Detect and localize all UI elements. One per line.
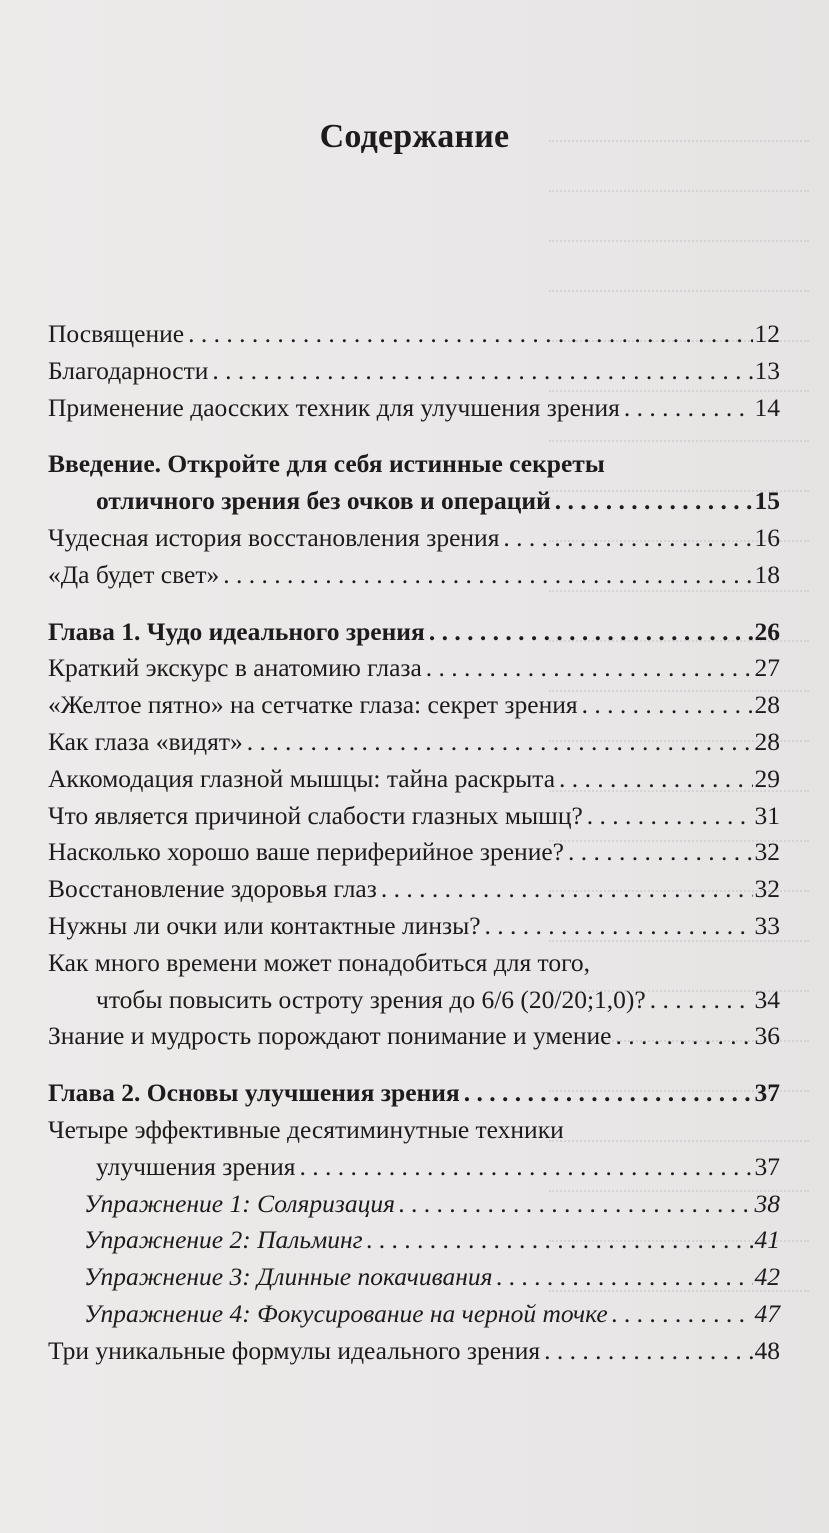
dot-leader [429,614,753,651]
toc-page-number: 36 [754,1021,780,1051]
dot-leader [299,1149,752,1186]
toc-entry-title: Аккомодация глазной мышцы: тайна раскрыта [48,763,556,793]
toc-entry-restoration-story[interactable] [48,520,780,557]
toc-entry-title: «Желтое пятно» на сетчатке глаза: секрет зрения [48,690,578,720]
toc-entry-three-formulas[interactable] [48,1333,780,1370]
toc-entry-knowledge-wisdom[interactable] [48,1018,780,1055]
toc-entry-title: «Да будет свет» [48,559,220,589]
toc-entry-yellow-spot[interactable] [48,687,780,724]
toc-page-number: 27 [754,653,780,683]
toc-page-number: 38 [754,1188,780,1218]
toc-entry-title: Как много времени может понадобиться для того, [48,947,591,977]
toc-entry-accommodation[interactable] [48,761,780,798]
toc-entry-how-much-time-line1[interactable] [48,945,780,982]
dot-leader [223,557,752,594]
toc-page-number: 41 [754,1225,780,1255]
dot-leader [624,390,753,427]
toc-entry-exercise-2[interactable] [48,1222,780,1259]
toc-entry-title: Краткий экскурс в анатомию глаза [48,653,422,683]
toc-page-number: 48 [754,1335,780,1365]
dot-leader [367,1222,753,1259]
dot-leader [485,908,753,945]
toc-page-number: 16 [754,522,780,552]
toc-entry-title: Восстановление здоровья глаз [48,874,377,904]
toc-page-number: 18 [754,559,780,589]
toc-page-number: 15 [754,486,780,516]
toc-entry-title: Нужны ли очки или контактные линзы? [48,910,481,940]
table-of-contents [48,316,780,1370]
toc-entry-muscle-weakness[interactable] [48,798,780,835]
toc-page-number: 26 [754,616,780,646]
toc-entry-title: Упражнение 1: Соляризация [84,1188,395,1218]
dot-leader [496,1259,752,1296]
toc-page-number: 14 [754,392,780,422]
toc-page-number: 32 [754,874,780,904]
dot-leader [247,724,753,761]
toc-entry-how-eyes-see[interactable] [48,724,780,761]
dot-leader [555,483,753,520]
toc-entry-how-much-time-line2[interactable] [48,982,780,1019]
toc-entry-title: Посвящение [48,319,185,348]
dot-leader [582,687,753,724]
toc-entry-title: Упражнение 2: Пальминг [84,1225,363,1255]
toc-entry-title: Чудесная история восстановления зрения [48,522,500,552]
toc-page-number: 47 [754,1298,780,1328]
dot-leader [503,520,752,557]
toc-entry-title-continued: улучшения зрения [96,1151,296,1181]
dot-leader [559,761,752,798]
toc-entry-title: Глава 1. Чудо идеального зрения [48,616,425,646]
toc-entry-title: Благодарности [48,355,209,385]
toc-entry-title: Глава 2. Основы улучшения зрения [48,1078,460,1108]
toc-entry-title: Упражнение 4: Фокусирование на черной точке [84,1298,608,1328]
dot-leader [587,798,753,835]
toc-entry-exercise-4[interactable] [48,1296,780,1333]
dot-leader [464,1075,753,1112]
toc-page-number: 37 [754,1151,780,1181]
toc-page-number: 12 [754,319,780,348]
toc-page-number: 33 [754,910,780,940]
toc-entry-introduction-line1[interactable] [48,446,780,483]
toc-entry-let-there-be-light[interactable] [48,557,780,594]
toc-page-number: 28 [754,690,780,720]
dot-leader [615,1018,752,1055]
toc-page-number: 37 [754,1078,780,1108]
toc-entry-chapter-1[interactable] [48,614,780,651]
dot-leader [188,316,752,353]
toc-entry-chapter-2[interactable] [48,1075,780,1112]
toc-entry-title: Применение даосских техник для улучшения зрения [48,392,620,422]
toc-entry-dedication[interactable] [48,316,780,353]
toc-entry-title: Введение. Откройте для себя истинные секреты [48,449,605,479]
toc-entry-acknowledgements[interactable] [48,353,780,390]
dot-leader [568,834,753,871]
dot-leader [612,1296,753,1333]
toc-entry-peripheral-vision[interactable] [48,834,780,871]
dot-leader [650,982,753,1019]
dot-leader [426,650,753,687]
dot-leader [399,1186,753,1223]
dot-leader [212,353,752,390]
toc-entry-anatomy[interactable] [48,650,780,687]
toc-entry-title: Упражнение 3: Длинные покачивания [84,1262,493,1292]
toc-entry-title-continued: чтобы повысить остроту зрения до 6/6 (20/20;1,0)? [96,984,646,1014]
toc-entry-title: Четыре эффективные десятиминутные техники [48,1114,564,1144]
toc-entry-title-continued: отличного зрения без очков и операций [96,486,551,516]
toc-entry-exercise-1[interactable] [48,1186,780,1223]
toc-entry-four-techniques-line1[interactable] [48,1112,780,1149]
dot-leader [544,1333,752,1370]
toc-entry-glasses-lenses[interactable] [48,908,780,945]
toc-entry-eye-health[interactable] [48,871,780,908]
toc-page-number: 32 [754,837,780,867]
dot-leader [381,871,753,908]
toc-entry-title: Что является причиной слабости глазных мышц? [48,800,583,830]
toc-entry-title: Как глаза «видят» [48,726,243,756]
toc-entry-introduction-line2[interactable] [48,483,780,520]
toc-page-number: 29 [754,763,780,793]
toc-page-number: 42 [754,1262,780,1292]
toc-entry-exercise-3[interactable] [48,1259,780,1296]
toc-entry-title: Насколько хорошо ваше периферийное зрение? [48,837,564,867]
toc-page-number: 31 [754,800,780,830]
toc-entry-title: Знание и мудрость порождают понимание и умение [48,1021,612,1051]
toc-page-number: 34 [754,984,780,1014]
toc-page-number: 13 [754,355,780,385]
toc-entry-title: Три уникальные формулы идеального зрения [48,1335,541,1365]
toc-entry-taoist-techniques[interactable] [48,390,780,427]
page-title: Содержание [319,118,510,155]
toc-page-number: 28 [754,726,780,756]
toc-entry-four-techniques-line2[interactable] [48,1149,780,1186]
